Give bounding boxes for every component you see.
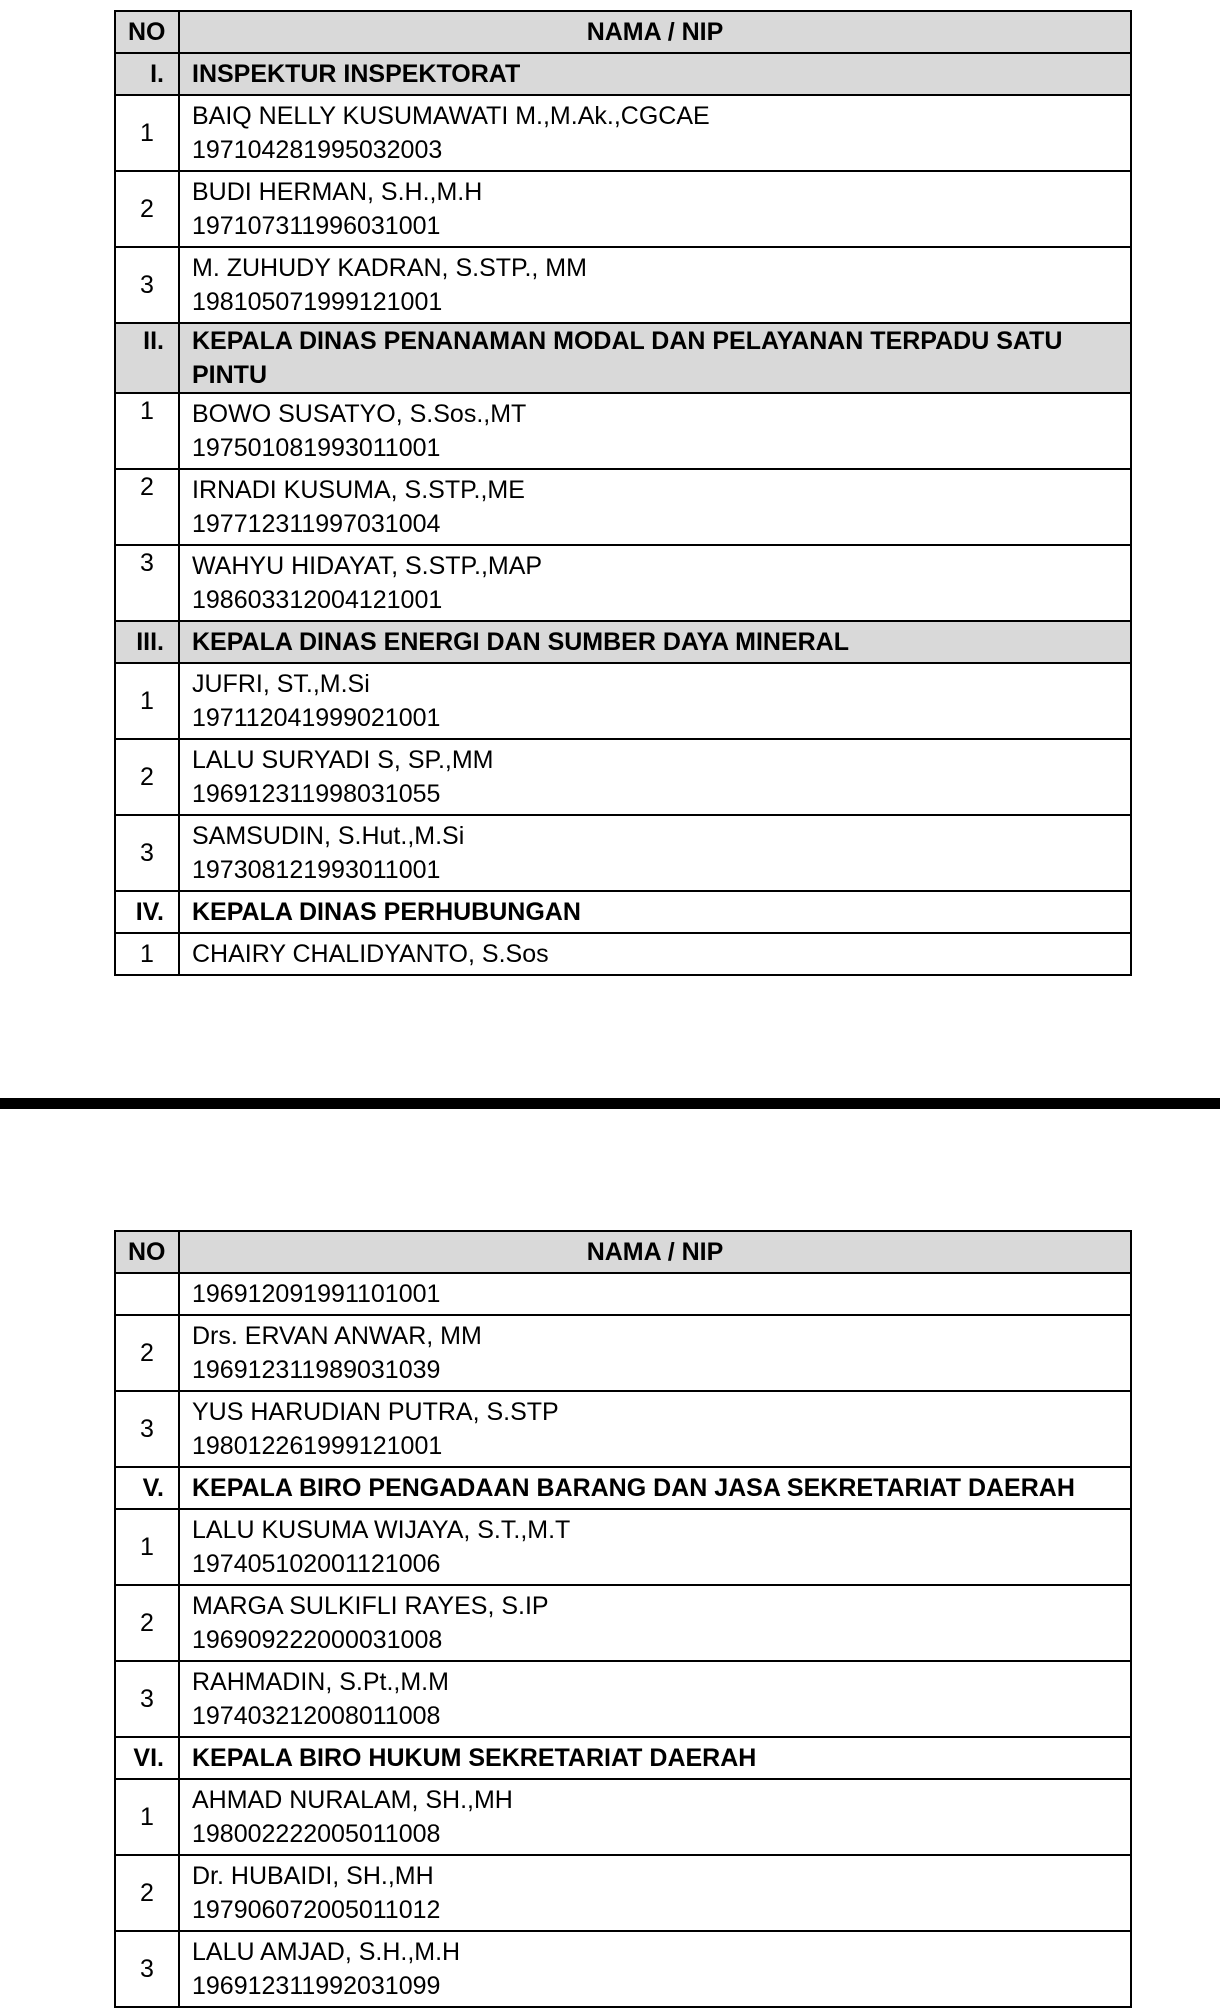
section-title: KEPALA BIRO PENGADAAN BARANG DAN JASA SEKRETARIAT DAERAH — [179, 1467, 1131, 1509]
name-nip-cell — [179, 95, 1131, 171]
section-number: II. — [115, 323, 179, 393]
person-name: WAHYU HIDAYAT, S.STP.,MAP — [192, 552, 543, 580]
person-nip: 196912091991101001 — [192, 1280, 441, 1308]
name-nip-cell — [179, 1661, 1131, 1737]
person-name: Dr. HUBAIDI, SH.,MH — [192, 1862, 434, 1890]
row-number: 2 — [115, 171, 179, 247]
person-nip: 196912311992031099 — [192, 1972, 441, 2000]
table-header-row — [115, 11, 1131, 53]
page-separator — [0, 1098, 1220, 1109]
person-name: BAIQ NELLY KUSUMAWATI M.,M.Ak.,CGCAE — [192, 102, 710, 130]
name-nip-cell — [179, 171, 1131, 247]
section-row — [115, 891, 1131, 933]
row-number: 3 — [115, 1661, 179, 1737]
person-nip: 196912311998031055 — [192, 780, 441, 808]
name-nip-cell — [179, 1273, 1131, 1315]
row-number: 3 — [115, 1931, 179, 2007]
row-number: 2 — [115, 469, 179, 545]
person-nip: 197403212008011008 — [192, 1702, 441, 1730]
table-row — [115, 933, 1131, 975]
person-name: BUDI HERMAN, S.H.,M.H — [192, 178, 483, 206]
name-nip-cell — [179, 469, 1131, 545]
section-row — [115, 621, 1131, 663]
person-nip: 197712311997031004 — [192, 510, 441, 538]
section-row — [115, 1737, 1131, 1779]
person-name: M. ZUHUDY KADRAN, S.STP., MM — [192, 254, 587, 282]
person-name: CHAIRY CHALIDYANTO, S.Sos — [192, 940, 549, 968]
table-row — [115, 815, 1131, 891]
table-row — [115, 1585, 1131, 1661]
name-nip-cell — [179, 933, 1131, 975]
section-title: KEPALA DINAS PENANAMAN MODAL DAN PELAYANAN TERPADU SATU PINTU — [179, 323, 1131, 393]
table-header-row — [115, 1231, 1131, 1273]
section-title: INSPEKTUR INSPEKTORAT — [179, 53, 1131, 95]
table-row — [115, 1931, 1131, 2007]
person-nip: 198002222005011008 — [192, 1820, 441, 1848]
row-number: 3 — [115, 545, 179, 621]
person-nip: 198105071999121001 — [192, 288, 443, 316]
person-nip: 197906072005011012 — [192, 1896, 441, 1924]
name-nip-cell — [179, 1585, 1131, 1661]
table-row — [115, 1779, 1131, 1855]
table-row — [115, 545, 1131, 621]
section-number: VI. — [115, 1737, 179, 1779]
name-nip-cell — [179, 393, 1131, 469]
section-number: III. — [115, 621, 179, 663]
name-nip-cell — [179, 1931, 1131, 2007]
person-nip: 197112041999021001 — [192, 704, 441, 732]
person-nip: 197501081993011001 — [192, 434, 441, 462]
person-name: LALU AMJAD, S.H.,M.H — [192, 1938, 461, 1966]
table-row — [115, 1315, 1131, 1391]
header-name-nip: NAMA / NIP — [179, 11, 1131, 53]
header-name-nip: NAMA / NIP — [179, 1231, 1131, 1273]
person-name: JUFRI, ST.,M.Si — [192, 670, 370, 698]
person-name: LALU KUSUMA WIJAYA, S.T.,M.T — [192, 1516, 571, 1544]
row-number: 1 — [115, 393, 179, 469]
person-name: IRNADI KUSUMA, S.STP.,ME — [192, 476, 525, 504]
person-nip: 197104281995032003 — [192, 136, 443, 164]
name-nip-cell — [179, 1509, 1131, 1585]
name-nip-cell — [179, 247, 1131, 323]
row-number: 3 — [115, 247, 179, 323]
person-name: SAMSUDIN, S.Hut.,M.Si — [192, 822, 465, 850]
section-row — [115, 53, 1131, 95]
row-number: 2 — [115, 1585, 179, 1661]
header-no: NO — [115, 11, 179, 53]
table-row — [115, 469, 1131, 545]
table-row — [115, 1855, 1131, 1931]
row-number: 1 — [115, 95, 179, 171]
table-row — [115, 1273, 1131, 1315]
section-title: KEPALA DINAS ENERGI DAN SUMBER DAYA MINERAL — [179, 621, 1131, 663]
header-no: NO — [115, 1231, 179, 1273]
name-nip-cell — [179, 1391, 1131, 1467]
person-name: RAHMADIN, S.Pt.,M.M — [192, 1668, 449, 1696]
person-nip: 198012261999121001 — [192, 1432, 443, 1460]
table-row — [115, 247, 1131, 323]
section-number: V. — [115, 1467, 179, 1509]
table-row — [115, 1509, 1131, 1585]
row-number: 2 — [115, 1855, 179, 1931]
row-number: 3 — [115, 815, 179, 891]
person-name: LALU SURYADI S, SP.,MM — [192, 746, 494, 774]
table-row — [115, 1391, 1131, 1467]
row-number: 2 — [115, 1315, 179, 1391]
table-row — [115, 1661, 1131, 1737]
row-number: 1 — [115, 1509, 179, 1585]
row-number: 2 — [115, 739, 179, 815]
name-nip-cell — [179, 1855, 1131, 1931]
section-title: KEPALA DINAS PERHUBUNGAN — [179, 891, 1131, 933]
section-title: KEPALA BIRO HUKUM SEKRETARIAT DAERAH — [179, 1737, 1131, 1779]
name-nip-cell — [179, 545, 1131, 621]
name-nip-cell — [179, 739, 1131, 815]
row-number: 1 — [115, 663, 179, 739]
section-number: I. — [115, 53, 179, 95]
person-nip: 196912311989031039 — [192, 1356, 441, 1384]
row-number — [115, 1273, 179, 1315]
name-nip-cell — [179, 1779, 1131, 1855]
name-nip-cell — [179, 1315, 1131, 1391]
person-nip: 198603312004121001 — [192, 586, 443, 614]
person-name: YUS HARUDIAN PUTRA, S.STP — [192, 1398, 559, 1426]
officials-table-page-1 — [114, 10, 1132, 976]
person-nip: 196909222000031008 — [192, 1626, 443, 1654]
person-name: MARGA SULKIFLI RAYES, S.IP — [192, 1592, 549, 1620]
officials-table-page-2 — [114, 1230, 1132, 2008]
section-row — [115, 1467, 1131, 1509]
row-number: 3 — [115, 1391, 179, 1467]
row-number: 1 — [115, 1779, 179, 1855]
person-nip: 197107311996031001 — [192, 212, 441, 240]
table-row — [115, 739, 1131, 815]
section-row — [115, 323, 1131, 393]
table-row — [115, 663, 1131, 739]
person-nip: 197405102001121006 — [192, 1550, 441, 1578]
person-nip: 197308121993011001 — [192, 856, 441, 884]
name-nip-cell — [179, 663, 1131, 739]
person-name: BOWO SUSATYO, S.Sos.,MT — [192, 400, 527, 428]
table-row — [115, 393, 1131, 469]
row-number: 1 — [115, 933, 179, 975]
person-name: Drs. ERVAN ANWAR, MM — [192, 1322, 482, 1350]
table-row — [115, 171, 1131, 247]
section-number: IV. — [115, 891, 179, 933]
person-name: AHMAD NURALAM, SH.,MH — [192, 1786, 513, 1814]
table-row — [115, 95, 1131, 171]
name-nip-cell — [179, 815, 1131, 891]
